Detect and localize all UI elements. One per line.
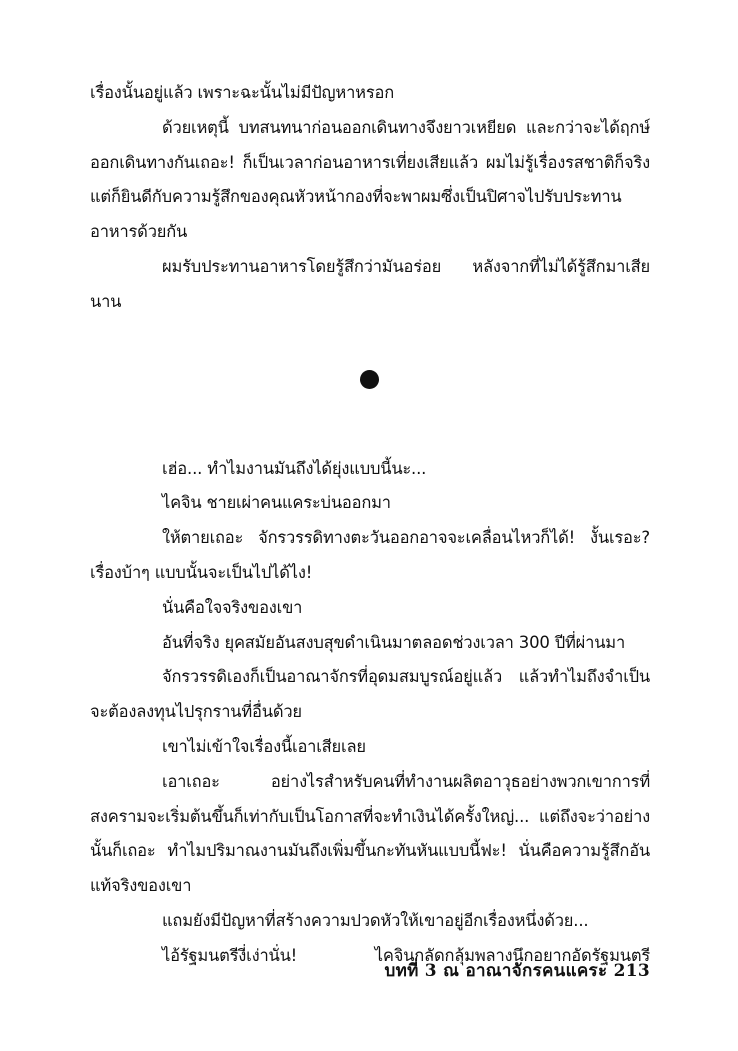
paragraph: แถมยังมีปัญหาที่สร้างความปวดหัวให้เขาอยู่อีกเรื่องหนึ่งด้วย... (162, 910, 589, 930)
scene-separator (90, 320, 650, 452)
paragraph: ไคจิน ชายเผ่าคนแคระบ่นออกมา (162, 493, 391, 513)
paragraph: ด้วยเหตุนี้ บทสนทนาก่อนออกเดินทางจึงยาวเหยียด และกว่าจะได้ฤกษ์ออกเดินทางกันเถอะ! ก็เป็นเวลาก่อนอาหารเที่ยงเสียแล้ว ผมไม่รู้เรื่องรสชาติก็จริง แต่ก็ยินดีกับความรู้สึกของคุณหัวหน้ากองที่จะพาผมซึ่งเป็นปิศาจไปรับประทานอาหารด้วยกัน (90, 117, 650, 242)
paragraph: จักรวรรดิเองก็เป็นอาณาจักรที่อุดมสมบูรณ์อยู่แล้ว แล้วทำไมถึงจำเป็นจะต้องลงทุนไปรุกรานที่อื่นด้วย (90, 667, 650, 722)
paragraph: นั่นคือใจจริงของเขา (162, 597, 303, 617)
book-page-body (90, 76, 650, 974)
bottom-text-section (90, 452, 650, 974)
page-footer: บทที่ 3 ณ อาณาจักรคนแคระ 213 (384, 961, 650, 981)
paragraph: อันที่จริง ยุคสมัยอันสงบสุขดำเนินมาตลอดช่วงเวลา 300 ปีที่ผ่านมา (162, 632, 626, 652)
paragraph: เขาไม่เข้าใจเรื่องนี้เอาเสียเลย (162, 736, 366, 756)
bullet-dot-icon (360, 370, 379, 389)
paragraph: ไอ้รัฐมนตรีงี่เง่านั่น! ไคจินกลัดกลุ้มพลางนึกอยากอัดรัฐมนตรี (162, 945, 650, 965)
paragraph: เฮ่อ... ทำไมงานมันถึงได้ยุ่งแบบนี้นะ... (162, 458, 427, 478)
paragraph: ให้ตายเถอะ จักรวรรดิทางตะวันออกอาจจะเคลื่อนไหวก็ได้! งั้นเรอะ? เรื่องบ้าๆ แบบนั้นจะเป็นไปได้ไง! (90, 528, 650, 582)
top-text-section (90, 76, 650, 320)
paragraph: ผมรับประทานอาหารโดยรู้สึกว่ามันอร่อย หลังจากที่ไม่ได้รู้สึกมาเสียนาน (90, 256, 650, 311)
paragraph: เอาเถอะ อย่างไรสำหรับคนที่ทำงานผลิตอาวุธอย่างพวกเขาการที่สงครามจะเริ่มต้นขึ้นก็เท่ากับเป็นโอกาสที่จะทำเงินได้ครั้งใหญ่... แต่ถึงจะว่าอย่างนั้นก็เถอะ ทำไมปริมาณงานมันถึงเพิ่มขึ้นกะทันหันแบบนี้ฟะ! นั่นคือความรู้สึกอันแท้จริงของเขา (90, 771, 650, 896)
paragraph: เรื่องนั้นอยู่แล้ว เพราะฉะนั้นไม่มีปัญหาหรอก (90, 83, 394, 102)
